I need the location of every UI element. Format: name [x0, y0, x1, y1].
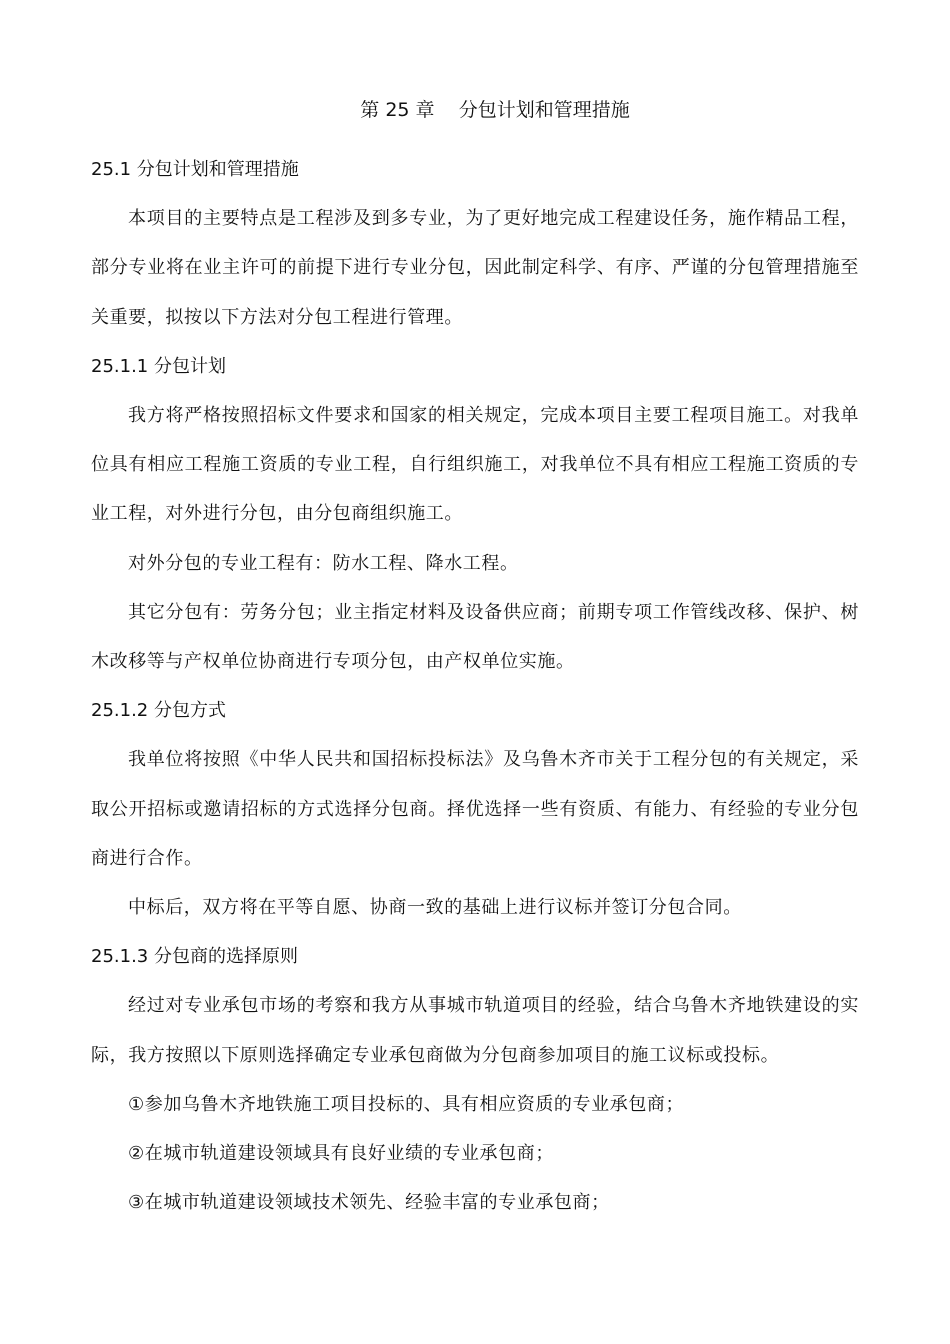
- paragraph-subcontract-plan: 我方将严格按照招标文件要求和国家的相关规定，完成本项目主要工程项目施工。对我单位具有相应工程施工资质的专业工程，自行组织施工，对我单位不具有相应工程施工资质的专业工程，对外进行分包，由分包商组织施工。: [91, 404, 859, 525]
- paragraph-after-bid: 中标后，双方将在平等自愿、协商一致的基础上进行议标并签订分包合同。: [128, 897, 742, 918]
- section-heading-25-1: 25.1 分包计划和管理措施: [91, 159, 299, 180]
- list-item-principle-1: ①参加乌鲁木齐地铁施工项目投标的、具有相应资质的专业承包商；: [128, 1093, 685, 1115]
- document-body: [91, 145, 859, 1227]
- paragraph-other-subcontract: 其它分包有：劳务分包；业主指定材料及设备供应商；前期专项工作管线改移、保护、树木改移等与产权单位协商进行专项分包，由产权单位实施。: [91, 601, 859, 672]
- list-item-principle-3: ③在城市轨道建设领域技术领先、经验丰富的专业承包商；: [128, 1192, 610, 1214]
- paragraph-external-subcontract: 对外分包的专业工程有：防水工程、降水工程。: [128, 552, 519, 574]
- paragraph-subcontract-method: 我单位将按照《中华人民共和国招标投标法》及乌鲁木齐市关于工程分包的有关规定，采取公开招标或邀请招标的方式选择分包商。择优选择一些有资质、有能力、有经验的专业分包商进行合作。: [91, 749, 859, 869]
- section-heading-25-1-2: 25.1.2 分包方式: [91, 700, 226, 722]
- paragraph-intro: 本项目的主要特点是工程涉及到多专业，为了更好地完成工程建设任务，施作精品工程，部分专业将在业主许可的前提下进行专业分包，因此制定科学、有序、严谨的分包管理措施至关重要，拟按以下方法对分包工程进行管理。: [91, 208, 859, 328]
- section-heading-25-1-3: 25.1.3 分包商的选择原则: [91, 946, 298, 968]
- paragraph-selection-principles: 经过对专业承包市场的考察和我方从事城市轨道项目的经验，结合乌鲁木齐地铁建设的实际，我方按照以下原则选择确定专业承包商做为分包商参加项目的施工议标或投标。: [91, 995, 859, 1066]
- list-item-principle-2: ②在城市轨道建设领域具有良好业绩的专业承包商；: [128, 1143, 554, 1164]
- chapter-title: 第 25 章 分包计划和管理措施: [360, 99, 630, 121]
- section-heading-25-1-1: 25.1.1 分包计划: [91, 355, 226, 377]
